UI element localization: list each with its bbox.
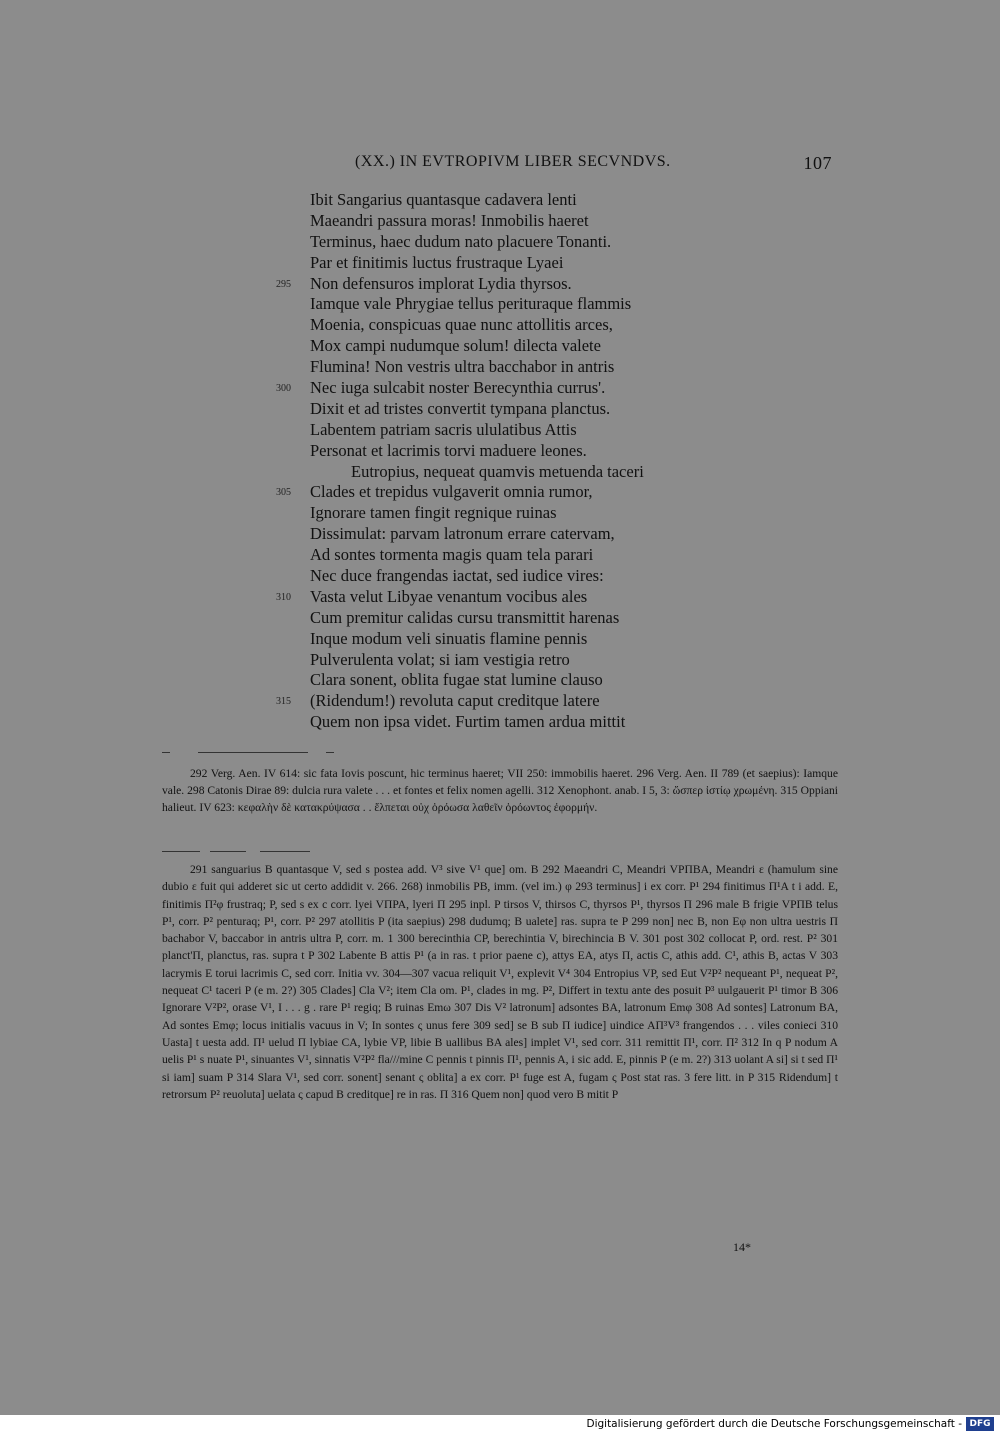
verse-line	[265, 294, 735, 315]
verse-text-line: Inque modum veli sinuatis flamine pennis	[310, 628, 588, 648]
verse-line	[265, 691, 735, 712]
verse-text-line: Pulverulenta volat; si iam vestigia retro	[310, 649, 570, 669]
verse-text-line: Non defensuros implorat Lydia thyrsos.	[310, 273, 572, 293]
verse-line	[265, 232, 735, 253]
verse-text-line: Quem non ipsa videt. Furtim tamen ardua mittit	[310, 712, 626, 732]
verse-line	[265, 399, 735, 420]
line-number: 315	[276, 696, 291, 708]
verse-line	[265, 608, 735, 629]
verse-text-line: Personat et lacrimis torvi maduere leones.	[310, 440, 587, 460]
apparatus-text: 291 sanguarius B quantasque V, sed s postea add. V³ sive V¹ que] om. B 292 Maeandri C, Meandri VPΠBA, Meandri ε (hamulum sine dubio ε fuit qui adderet sic ut certo addidit v. 266. 268) inmobilis PB, imm. (vel im.) φ 293 terminus] i ex corr. P¹ 294 finitimus Π¹A t i add. E, finitimis Π²φ frustraq; P, sed s ex c corr. lyei VΠPA, lyeri Π 295 inpl. P tirsos V, thirsos C, thyrsos P¹, thyrsos Π 296 male B frigie VPΠB telus P¹, corr. P² penturaq; P¹, corr. P² 297 atollitis P (ita saepius) 298 dudumq; B ualete] ras. supra te P 299 non] nec B, non Eφ non ultra uestris Π bachabor V, baccabor in antris ultra P, corr. m. 1 300 berecinthia CP, berechintia V, birechincia B V. 301 post 302 collocat P, ord. rest. P² 301 planct'Π, planctus, ras. supra t P 302 Labente B attis P¹ (a in ras. t prior paene c), attys EA, atys Π, actis C, athis add. C¹, athis B, actas V 303 lacrymis E torui lacrimis C, sed corr. Initia vv. 304—307 vacua reliquit V¹, explevit V⁴ 304 Entropius VP, sed Eut V²P² nequeant P¹, nequeat P², nequeat C¹ taceri P (e m. 2?) 305 Clades] Cla V²; item Cla om. P¹, clades in mg. P², Differt in textu ante des posuit P³ uulgauerit P¹ timor B 306 Ignorare V²P², orase V¹, I . . . g . rare P¹ regiq; B ruinas Emω 307 Dis V² latronum] adsontes BA, latronum Emφ 308 Ad sontes] Latronum BA, Ad sontes Emφ; locus initialis vacuus in V; In sontes ς unus fere 309 sed] se B sub Π iudice] uindice AΠ³V³ frangendos . . . viles conieci 310 Uasta] t uesta add. Π¹ uelud Π lybiae CA, lybie VP, libie B uallibus BA ales] implet V¹, sed corr. 311 remittit Π¹, corr. Π² 312 In q P nodum A uelis P¹ s nuate P¹, sinuantes V¹, sinnatis V²P² fla///mine C pennis t pinnis Π¹, pennis A, i sic add. E, pinnis P (e m. 2?) 313 uolant A si] si t sed Π¹ si iam] suam P 314 Slara V¹, sed corr. sonent] senant ς oblita] a ex corr. P¹ fuge est A, fugam ς Post stat ras. 3 fere litt. in P 315 Ridendum] t retrorsum P² reuoluta] uelata ς capud B creditque] re in ras. Π 316 Quem non] quod vero B mitit P	[162, 863, 838, 1101]
verse-line	[265, 378, 735, 399]
verse-line	[265, 190, 735, 211]
verse-text-line: Clades et trepidus vulgaverit omnia rumor,	[310, 482, 593, 502]
page-number: 107	[803, 153, 832, 173]
verse-line	[265, 211, 735, 232]
verse-line	[265, 503, 735, 524]
verse-text-line: Iamque vale Phrygiae tellus perituraque flammis	[310, 294, 632, 314]
verse-text-line: Ignorare tamen fingit regnique ruinas	[310, 503, 557, 523]
dfg-logo: DFG	[966, 1417, 994, 1431]
verse-line	[265, 650, 735, 671]
divider-mark	[326, 752, 334, 753]
verse-text-line: Flumina! Non vestris ultra bacchabor in antris	[310, 357, 615, 377]
verse-text-line: Vasta velut Libyae venantum vocibus ales	[310, 586, 588, 606]
verse-text-line: Eutropius, nequeat quamvis metuenda taceri	[351, 461, 644, 481]
verse-line	[265, 545, 735, 566]
divider-rule	[210, 851, 246, 852]
verse-text-line: Clara sonent, oblita fugae stat lumine clauso	[310, 670, 603, 690]
divider-rule	[162, 851, 200, 852]
line-number: 295	[276, 278, 291, 290]
divider-rule	[198, 752, 308, 753]
verse-text-line: Par et finitimis luctus frustraque Lyaei	[310, 252, 564, 272]
verse-line	[265, 566, 735, 587]
signature-mark: 14*	[733, 1240, 751, 1254]
verse-text-line: Terminus, haec dudum nato placuere Tonanti.	[310, 231, 612, 251]
verse-line	[265, 524, 735, 545]
verse-line	[265, 441, 735, 462]
footer-credit: Digitalisierung gefördert durch die Deutsche Forschungsgemeinschaft -	[586, 1418, 962, 1430]
running-title: (XX.) IN EVTROPIVM LIBER SECVNDVS.	[355, 153, 671, 170]
verse-line	[265, 482, 735, 503]
line-number: 310	[276, 591, 291, 603]
verse-text-line: Maeandri passura moras! Inmobilis haeret	[310, 210, 589, 230]
verse-text-line: Nec duce frangendas iactat, sed iudice vires:	[310, 566, 604, 586]
line-number: 300	[276, 383, 291, 395]
verse-text	[265, 190, 735, 733]
sources-notes	[162, 765, 838, 817]
verse-text-line: Ibit Sangarius quantasque cadavera lenti	[310, 190, 577, 209]
verse-line	[265, 253, 735, 274]
verse-text-line: (Ridendum!) revoluta caput creditque latere	[310, 691, 600, 711]
divider-rule	[260, 851, 310, 852]
verse-line	[265, 274, 735, 295]
verse-text-line: Mox campi nudumque solum! dilecta valete	[310, 336, 601, 356]
verse-text-line: Cum premitur calidas cursu transmittit harenas	[310, 607, 620, 627]
verse-line	[265, 336, 735, 357]
verse-line	[265, 357, 735, 378]
verse-line	[265, 629, 735, 650]
verse-line	[265, 587, 735, 608]
footer-bar	[0, 1415, 1000, 1434]
verse-text-line: Moenia, conspicuas quae nunc attollitis arces,	[310, 315, 613, 335]
verse-line	[265, 462, 735, 483]
divider-mark	[162, 752, 170, 753]
verse-line	[265, 315, 735, 336]
verse-text-line: Nec iuga sulcabit noster Berecynthia currus'.	[310, 378, 606, 398]
verse-line	[265, 712, 735, 733]
sources-text: 292 Verg. Aen. IV 614: sic fata Iovis poscunt, hic terminus haeret; VII 250: immobilis haeret. 296 Verg. Aen. II 789 (et saepius): Iamque vale. 298 Catonis Dirae 89: dulcia rura valete . . . et fontes et felix nomen agelli. 312 Xenophont. anab. I 5, 3: ὥσπερ ἱστίῳ χρωμένη. 315 Oppiani halieut. IV 623: κεφαλὴν δὲ κατακρύψασα . . ἔλπεται οὐχ ὁρόωσα λαθεῖν ὁρόωντος ἐφορμήν.	[162, 767, 838, 815]
critical-apparatus	[162, 861, 838, 1103]
verse-text-line: Dixit et ad tristes convertit tympana planctus.	[310, 398, 611, 418]
verse-text-line: Ad sontes tormenta magis quam tela parari	[310, 545, 594, 565]
verse-line	[265, 670, 735, 691]
verse-text-line: Labentem patriam sacris ululatibus Attis	[310, 419, 577, 439]
verse-line	[265, 420, 735, 441]
verse-text-line: Dissimulat: parvam latronum errare catervam,	[310, 524, 615, 544]
line-number: 305	[276, 487, 291, 499]
